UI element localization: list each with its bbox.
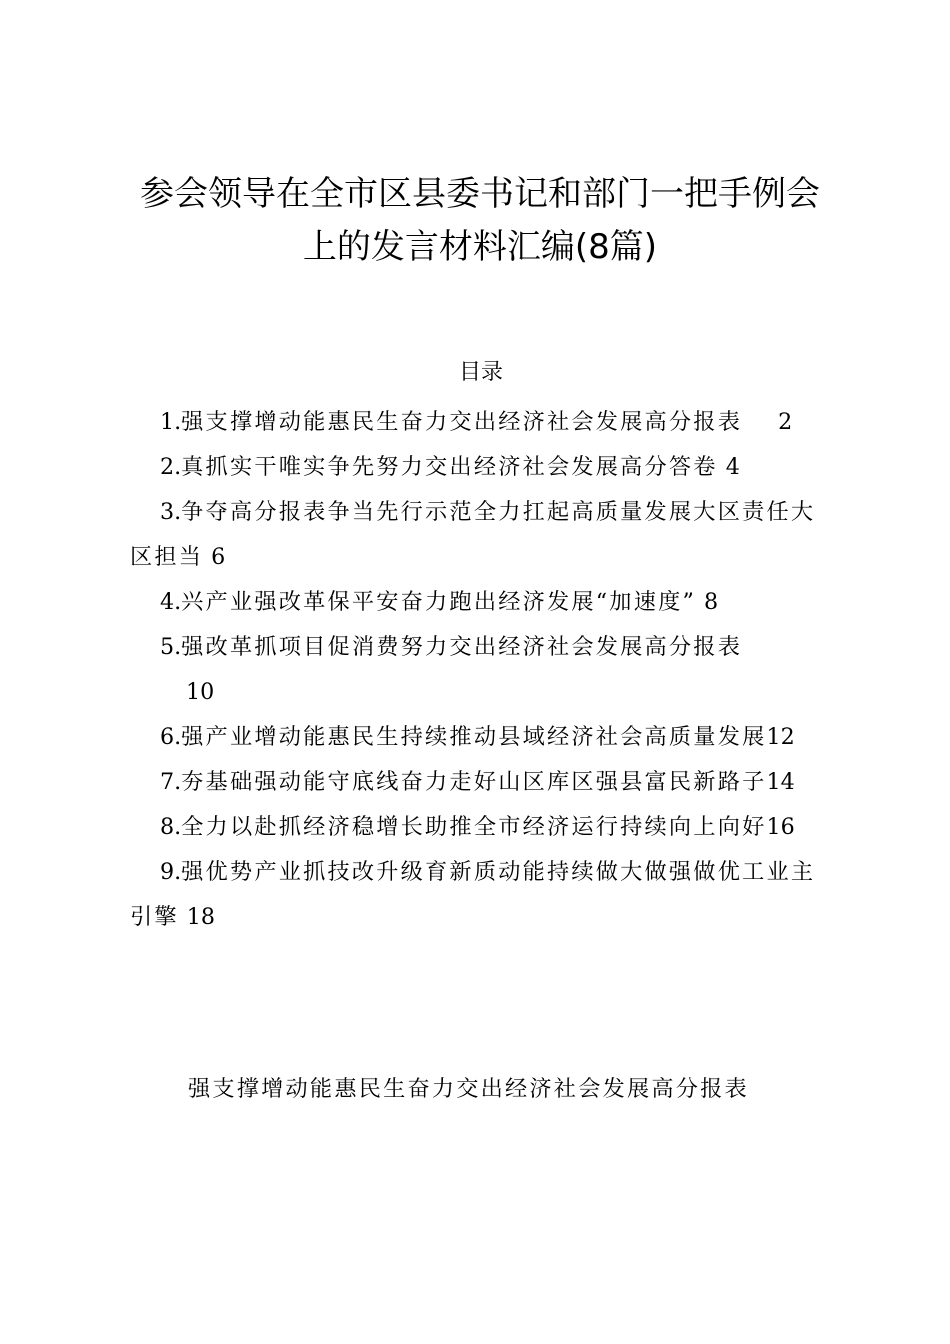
toc-entry[interactable] xyxy=(130,400,830,445)
toc-entry-number: 5. xyxy=(160,634,182,660)
toc-entry-number: 9. xyxy=(160,859,182,885)
toc-entry-title: 强产业增动能惠民生持续推动县域经济社会高质量发展 xyxy=(181,724,767,750)
toc-entry-page: 18 xyxy=(186,904,216,930)
document-title-line-1: 参会领导在全市区县委书记和部门一把手例会 xyxy=(140,174,820,214)
toc-entry-page: 6 xyxy=(211,544,226,570)
toc-entry-number: 4. xyxy=(160,589,182,615)
document-title-line-2: 上的发言材料汇编(8篇) xyxy=(302,227,658,267)
toc-entry[interactable] xyxy=(130,805,830,850)
toc-entry-page: 16 xyxy=(766,814,795,840)
toc-entry-title: 兴产业强改革保平安奋力跑出经济发展“加速度” xyxy=(181,589,697,615)
toc-heading: 目录 xyxy=(458,360,503,385)
toc-entry[interactable] xyxy=(130,850,830,940)
toc-entry-number: 8. xyxy=(160,814,182,840)
toc-entry[interactable] xyxy=(130,490,830,580)
toc-entry-page: 8 xyxy=(704,589,719,615)
toc-entry-number: 2. xyxy=(160,454,182,480)
toc-entry-title: 夯基础强动能守底线奋力走好山区库区强县富民新路子 xyxy=(181,769,767,795)
toc-entry-number: 3. xyxy=(160,499,182,525)
toc-entry[interactable] xyxy=(130,625,830,715)
toc-entry-page: 4 xyxy=(725,454,740,480)
document-title xyxy=(110,168,850,274)
toc-entry-page: 10 xyxy=(186,679,215,705)
toc-entry-title: 强优势产业抓技改升级育新质动能持续做大做强做优工业主引擎 xyxy=(130,859,816,930)
table-of-contents xyxy=(130,400,830,940)
toc-entry[interactable] xyxy=(130,580,830,625)
toc-entry-number: 7. xyxy=(160,769,182,795)
toc-entry-number: 1. xyxy=(160,409,182,435)
toc-entry[interactable] xyxy=(130,715,830,760)
section-heading: 强支撑增动能惠民生奋力交出经济社会发展高分报表 xyxy=(188,1076,749,1102)
toc-entry-page: 12 xyxy=(766,724,795,750)
toc-entry-title: 强改革抓项目促消费努力交出经济社会发展高分报表 xyxy=(181,634,743,660)
toc-entry-page: 2 xyxy=(778,409,793,435)
toc-entry-number: 6. xyxy=(160,724,182,750)
toc-entry-page: 14 xyxy=(766,769,795,795)
toc-entry-title: 争夺高分报表争当先行示范全力扛起高质量发展大区责任大区担当 xyxy=(130,499,816,570)
toc-entry-title: 全力以赴抓经济稳增长助推全市经济运行持续向上向好 xyxy=(181,814,767,840)
toc-entry-title: 真抓实干唯实争先努力交出经济社会发展高分答卷 xyxy=(181,454,718,480)
toc-entry[interactable] xyxy=(130,445,830,490)
toc-entry-title: 强支撑增动能惠民生奋力交出经济社会发展高分报表 xyxy=(181,409,743,435)
toc-entry[interactable] xyxy=(130,760,830,805)
